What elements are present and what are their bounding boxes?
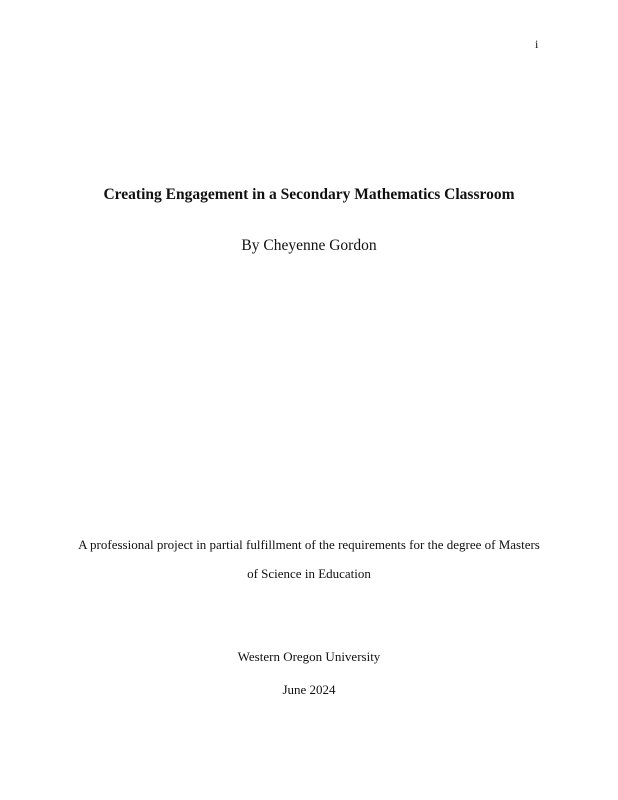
submission-date: June 2024	[282, 682, 336, 697]
author-line: By Cheyenne Gordon	[241, 237, 377, 254]
project-description-line-2: of Science in Education	[247, 566, 371, 581]
document-title: Creating Engagement in a Secondary Mathematics Classroom	[103, 186, 515, 203]
institution-name: Western Oregon University	[237, 649, 381, 664]
project-description-line-1: A professional project in partial fulfillment of the requirements for the degree of Masters	[78, 537, 540, 552]
page-number: i	[535, 37, 539, 51]
